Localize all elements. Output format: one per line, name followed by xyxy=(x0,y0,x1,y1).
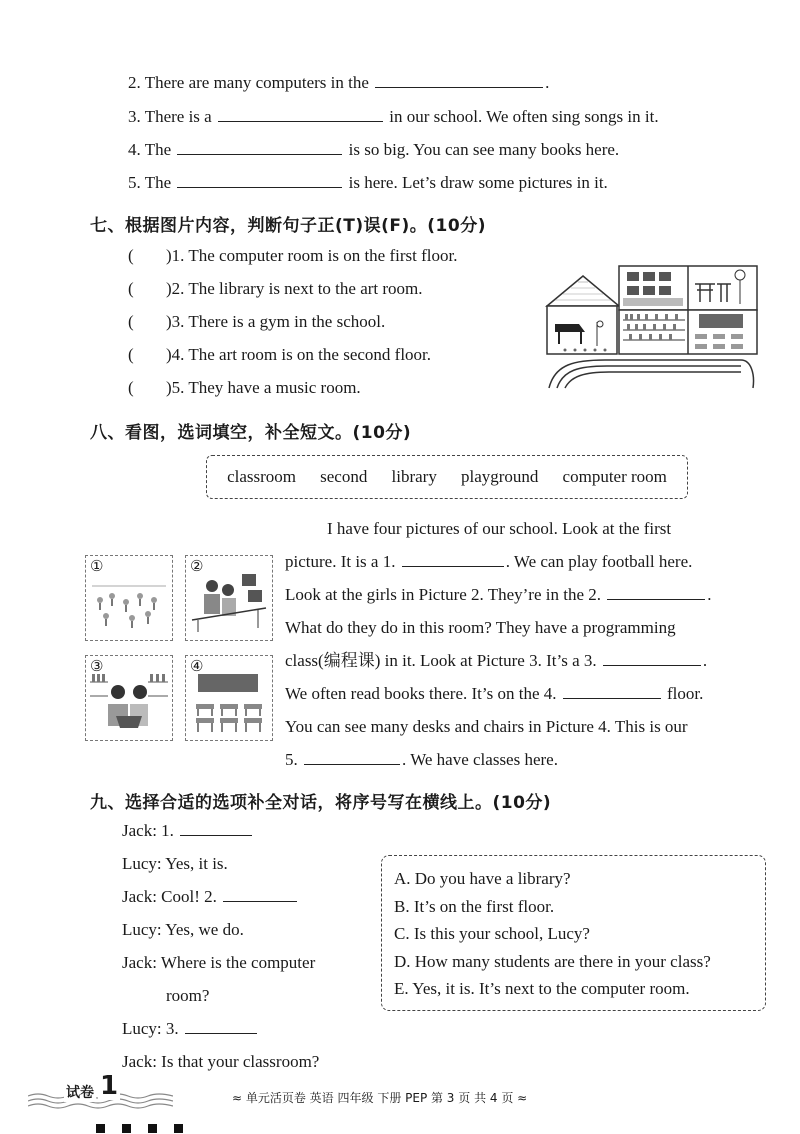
passage-line xyxy=(285,578,767,611)
picture-number: ② xyxy=(190,559,204,575)
option-e: E. Yes, it is. It’s next to the computer room. xyxy=(394,979,690,998)
fill-item-5 xyxy=(128,172,608,194)
tf-text: )5. They have a music room. xyxy=(166,378,361,397)
passage-text: . xyxy=(707,585,712,604)
word-bank-item: playground xyxy=(460,467,539,486)
tf-item-1[interactable] xyxy=(128,245,457,267)
answer-blank-2[interactable] xyxy=(607,584,705,600)
footer-marker xyxy=(96,1124,105,1133)
dialog-line-4: Lucy: Yes, we do. xyxy=(122,920,244,939)
answer-blank[interactable] xyxy=(218,106,383,122)
passage-line: What do they do in this room? They have a programming xyxy=(285,618,676,637)
passage-line xyxy=(285,743,767,776)
answer-blank[interactable] xyxy=(177,139,342,155)
word-bank-item: second xyxy=(320,467,368,486)
tf-item-2[interactable] xyxy=(128,278,423,300)
word-bank-item: library xyxy=(391,467,437,486)
answer-blank-4[interactable] xyxy=(563,683,661,699)
dialog-blank-3[interactable] xyxy=(185,1018,257,1034)
picture-3-library xyxy=(85,655,173,741)
dialog-text: Jack: Cool! 2. xyxy=(122,887,217,906)
answer-paren[interactable]: ( xyxy=(128,279,134,298)
passage xyxy=(285,512,767,776)
passage-text: Look at the girls in Picture 2. They’re in the 2. xyxy=(285,585,602,604)
passage-line: You can see many desks and chairs in Picture 4. This is our xyxy=(285,717,688,736)
picture-2-computer-room xyxy=(185,555,273,641)
picture-1-playground xyxy=(85,555,173,641)
passage-line: I have four pictures of our school. Look at the first xyxy=(327,519,672,538)
dialog-blank-2[interactable] xyxy=(223,886,297,902)
passage-text: 5. xyxy=(285,750,298,769)
passage-text: floor. xyxy=(667,684,704,703)
item-text: is so big. You can see many books here. xyxy=(348,140,620,159)
answer-paren[interactable]: ( xyxy=(128,312,134,331)
answer-blank-3[interactable] xyxy=(603,650,701,666)
fill-item-2 xyxy=(128,72,549,94)
item-text: is here. Let’s draw some pictures in it. xyxy=(348,173,608,192)
footer-number: 1 xyxy=(100,1071,119,1101)
word-bank-item: classroom xyxy=(227,467,296,486)
picture-number: ③ xyxy=(90,659,104,675)
tf-text: )2. The library is next to the art room. xyxy=(166,279,423,298)
tf-text: )4. The art room is on the second floor. xyxy=(166,345,432,364)
passage-text: . xyxy=(702,651,708,670)
picture-number: ④ xyxy=(190,659,204,675)
item-text: 2. There are many computers in the xyxy=(128,73,369,92)
section-9-heading: 九、选择合适的选项补全对话，将序号写在横线上。(10分) xyxy=(90,793,552,813)
fill-item-4 xyxy=(128,139,619,161)
dialog-text: Jack: 1. xyxy=(122,821,174,840)
passage-text: picture. It is a 1. xyxy=(285,552,396,571)
passage-text: class(编程课) in it. Look at Picture 3. It’s a 3. xyxy=(285,651,597,670)
tf-text: )1. The computer room is on the first floor. xyxy=(166,246,458,265)
word-bank xyxy=(206,455,688,499)
fill-item-3 xyxy=(128,106,659,128)
passage-text: . We have classes here. xyxy=(402,750,558,769)
footer-marker xyxy=(122,1124,131,1133)
school-building-illustration xyxy=(545,262,760,390)
picture-number: ① xyxy=(90,559,104,575)
tf-text: )3. There is a gym in the school. xyxy=(166,312,386,331)
dialog-line-5: Jack: Where is the computer xyxy=(122,953,316,972)
answer-blank[interactable] xyxy=(375,72,543,88)
footer-marker xyxy=(148,1124,157,1133)
footer-label: 试卷 xyxy=(64,1082,96,1102)
dialog-line-3 xyxy=(122,886,299,908)
answer-paren[interactable]: ( xyxy=(128,345,134,364)
footer-marker xyxy=(174,1124,183,1133)
item-text: 4. The xyxy=(128,140,172,159)
answer-blank-1[interactable] xyxy=(402,551,504,567)
section-7-heading: 七、根据图片内容，判断句子正(T)误(F)。(10分) xyxy=(90,216,486,236)
dialog-line-2: Lucy: Yes, it is. xyxy=(122,854,228,873)
passage-text: We often read books there. It’s on the 4. xyxy=(285,684,557,703)
dialog-line-1 xyxy=(122,820,254,842)
picture-4-classroom xyxy=(185,655,273,741)
item-text: 3. There is a xyxy=(128,107,212,126)
option-d: D. How many students are there in your class? xyxy=(394,951,711,971)
answer-blank-5[interactable] xyxy=(304,749,400,765)
passage-line xyxy=(285,644,767,677)
option-b: B. It’s on the first floor. xyxy=(394,896,555,916)
passage-text: . We can play football here. xyxy=(505,552,693,571)
answer-paren[interactable]: ( xyxy=(128,378,134,397)
passage-line xyxy=(285,545,767,578)
footer-info: ≈ 单元活页卷 英语 四年级 下册 PEP 第 3 页 共 4 页 ≈ xyxy=(232,1091,528,1105)
dialog-line-6: room? xyxy=(166,986,210,1005)
tf-item-5[interactable] xyxy=(128,377,361,399)
dialog-blank-1[interactable] xyxy=(180,820,252,836)
item-text: 5. The xyxy=(128,173,172,192)
dialog-line-7 xyxy=(122,1018,259,1040)
item-text: in our school. We often sing songs in it. xyxy=(389,107,659,126)
passage-line xyxy=(285,677,767,710)
section-8-heading: 八、看图，选词填空，补全短文。(10分) xyxy=(90,423,412,443)
item-text: . xyxy=(545,73,550,92)
dialog-text: Lucy: 3. xyxy=(122,1019,179,1038)
word-bank-item: computer room xyxy=(562,467,667,486)
dialog-line-8: Jack: Is that your classroom? xyxy=(122,1052,320,1071)
options-box xyxy=(381,855,766,1011)
answer-paren[interactable]: ( xyxy=(128,246,134,265)
tf-item-3[interactable] xyxy=(128,311,385,333)
option-a: A. Do you have a library? xyxy=(394,869,571,888)
answer-blank[interactable] xyxy=(177,172,342,188)
tf-item-4[interactable] xyxy=(128,344,431,366)
option-c: C. Is this your school, Lucy? xyxy=(394,924,590,943)
